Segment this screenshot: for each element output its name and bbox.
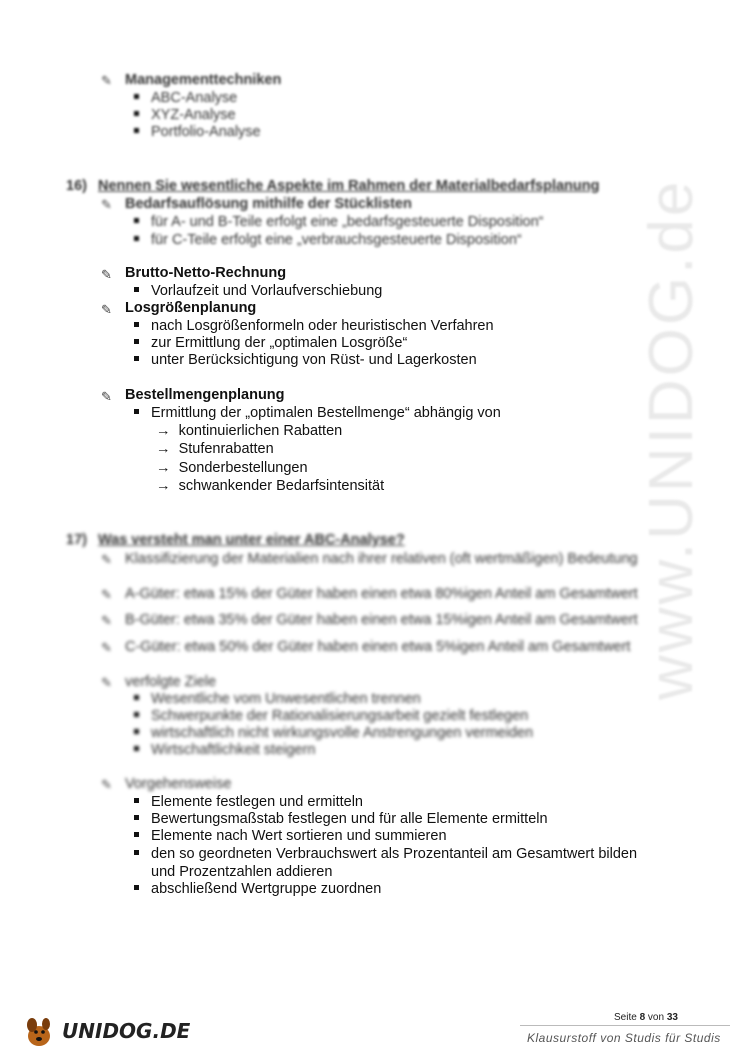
list-item: ABC-Analyse bbox=[134, 90, 237, 106]
question-number: 17) bbox=[66, 532, 87, 548]
hand-icon: ✎ bbox=[101, 197, 112, 212]
question-title: Nennen Sie wesentliche Aspekte im Rahmen der Materialbedarfsplanung bbox=[98, 178, 600, 194]
footer-divider bbox=[520, 1025, 730, 1026]
arrow-icon: → bbox=[156, 423, 171, 439]
arrow-icon: → bbox=[156, 478, 171, 494]
list-item: abschließend Wertgruppe zuordnen bbox=[134, 881, 381, 897]
arrow-item: → Sonderbestellungen bbox=[156, 460, 308, 476]
a-goods: A-Güter: etwa 15% der Güter haben einen etwa 80%igen Anteil am Gesamtwert bbox=[125, 586, 638, 602]
section-heading: Vorgehensweise bbox=[125, 776, 232, 792]
hand-icon: ✎ bbox=[101, 389, 112, 404]
section-heading: verfolgte Ziele bbox=[125, 674, 217, 690]
hand-icon: ✎ bbox=[101, 675, 112, 690]
question-number: 16) bbox=[66, 178, 87, 194]
hand-icon: ✎ bbox=[101, 73, 112, 88]
list-item: Elemente nach Wert sortieren und summieren bbox=[134, 828, 447, 844]
list-item: Vorlaufzeit und Vorlaufverschiebung bbox=[134, 283, 382, 299]
list-item: Portfolio-Analyse bbox=[134, 124, 261, 140]
list-item: wirtschaftlich nicht wirkungsvolle Anstrengungen vermeiden bbox=[134, 725, 533, 741]
list-item: Bewertungsmaßstab festlegen und für alle Elemente ermitteln bbox=[134, 811, 548, 827]
hand-icon: ✎ bbox=[101, 267, 112, 282]
hand-icon: ✎ bbox=[101, 640, 112, 655]
c-goods: C-Güter: etwa 50% der Güter haben einen etwa 5%igen Anteil am Gesamtwert bbox=[125, 639, 631, 655]
list-item: unter Berücksichtigung von Rüst- und Lagerkosten bbox=[134, 352, 477, 368]
arrow-icon: → bbox=[156, 441, 171, 457]
section-heading: Managementtechniken bbox=[125, 72, 282, 88]
logo-text: UNIDOG.DE bbox=[62, 1018, 191, 1043]
question-title: Was versteht man unter einer ABC-Analyse? bbox=[98, 532, 405, 548]
logo bbox=[22, 1014, 190, 1050]
hand-icon: ✎ bbox=[101, 552, 112, 567]
list-item: für A- und B-Teile erfolgt eine „bedarfsgesteuerte Disposition“ bbox=[134, 214, 544, 230]
definition: Klassifizierung der Materialien nach ihrer relativen (oft wertmäßigen) Bedeutung bbox=[125, 551, 638, 567]
section-heading: Losgrößenplanung bbox=[125, 300, 257, 316]
list-item: XYZ-Analyse bbox=[134, 107, 236, 123]
page-number: Seite 8 von 33 bbox=[614, 1012, 678, 1023]
footer-tagline: Klausurstoff von Studis für Studis bbox=[527, 1031, 721, 1045]
section-heading: Bedarfsauflösung mithilfe der Stücklisten bbox=[125, 196, 412, 212]
watermark: www.UNIDOG.de bbox=[637, 178, 706, 700]
section-heading: Brutto-Netto-Rechnung bbox=[125, 265, 287, 281]
arrow-item: → Stufenrabatten bbox=[156, 441, 274, 457]
hand-icon: ✎ bbox=[101, 777, 112, 792]
list-item: Wesentliche vom Unwesentlichen trennen bbox=[134, 691, 421, 707]
hand-icon: ✎ bbox=[101, 613, 112, 628]
section-heading: Bestellmengenplanung bbox=[125, 387, 285, 403]
list-item: Elemente festlegen und ermitteln bbox=[134, 794, 363, 810]
arrow-icon: → bbox=[156, 460, 171, 476]
list-item: nach Losgrößenformeln oder heuristischen Verfahren bbox=[134, 318, 494, 334]
arrow-item: → kontinuierlichen Rabatten bbox=[156, 423, 343, 439]
list-item: Schwerpunkte der Rationalisierungsarbeit gezielt festlegen bbox=[134, 708, 528, 724]
list-item: Wirtschaftlichkeit steigern bbox=[134, 742, 315, 758]
list-item-continuation: und Prozentzahlen addieren bbox=[151, 864, 333, 880]
list-item: für C-Teile erfolgt eine „verbrauchsgesteuerte Disposition“ bbox=[134, 232, 522, 248]
list-item: zur Ermittlung der „optimalen Losgröße“ bbox=[134, 335, 407, 351]
b-goods: B-Güter: etwa 35% der Güter haben einen etwa 15%igen Anteil am Gesamtwert bbox=[125, 612, 638, 628]
dog-logo-icon bbox=[22, 1014, 58, 1050]
list-item: den so geordneten Verbrauchswert als Prozentanteil am Gesamtwert bilden bbox=[134, 846, 637, 862]
hand-icon: ✎ bbox=[101, 302, 112, 317]
list-item: Ermittlung der „optimalen Bestellmenge“ abhängig von bbox=[134, 405, 501, 421]
hand-icon: ✎ bbox=[101, 587, 112, 602]
arrow-item: → schwankender Bedarfsintensität bbox=[156, 478, 385, 494]
